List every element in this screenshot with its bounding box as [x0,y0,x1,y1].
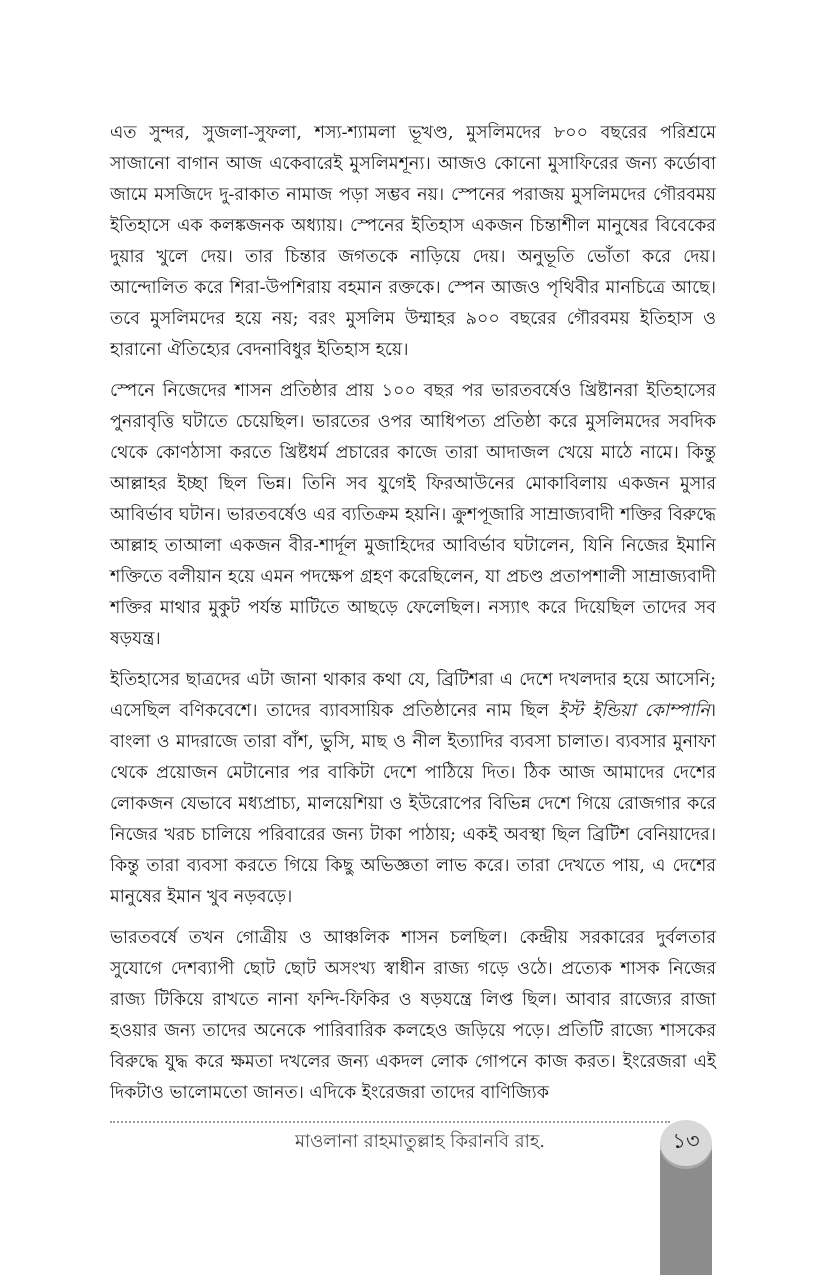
running-footer-title: মাওলানা রাহমাতুল্লাহ কিরানবি রাহ. [294,1131,546,1152]
paragraph-3-text-before: ইতিহাসের ছাত্রদের এটা জানা থাকার কথা যে, ব্রিটিশরা এ দেশে দখলদার হয়ে আসেনি; এসেছিল বণিকবেশে। তাদের ব্যাবসায়িক প্রতিষ্ঠানের নাম ছিল [110,670,716,721]
paragraph-3 [110,665,716,913]
paragraph-1: এত সুন্দর, সুজলা-সুফলা, শস্য-শ্যামলা ভূখণ্ড, মুসলিমদের ৮০০ বছরের পরিশ্রমে সাজানো বাগান আজ একেবারেই মুসলিমশূন্য। আজও কোনো মুসাফিরের জন্য কর্ডোবা জামে মসজিদে দু-রাকাত নামাজ পড়া সম্ভব নয়। স্পেনের পরাজয় মুসলিমদের গৌরবময় ইতিহাসে এক কলঙ্কজনক অধ্যায়। স্পেনের ইতিহাস একজন চিন্তাশীল মানুষের বিবেকের দুয়ার খুলে দেয়। তার চিন্তার জগতকে নাড়িয়ে দেয়। অনুভূতি ভোঁতা করে দেয়। আন্দোলিত করে শিরা-উপশিরায় বহমান রক্তকে। স্পেন আজও পৃথিবীর মানচিত্রে আছে। তবে মুসলিমদের হয়ে নয়; বরং মুসলিম উম্মাহর ৯০০ বছরের গৌরবময় ইতিহাস ও হারানো ঐতিহ্যের বেদনাবিধুর ইতিহাস হয়ে। [110,123,716,360]
paragraph-4: ভারতবর্ষে তখন গোত্রীয় ও আঞ্চলিক শাসন চলছিল। কেন্দ্রীয় সরকারের দুর্বলতার সুযোগে দেশব্যাপী ছোট ছোট অসংখ্য স্বাধীন রাজ্য গড়ে ওঠে। প্রত্যেক শাসক নিজের রাজ্য টিকিয়ে রাখতে নানা ফন্দি-ফিকির ও ষড়যন্ত্রে লিপ্ত ছিল। আবার রাজ্যের রাজা হওয়ার জন্য তাদের অনেকে পারিবারিক কলহেও জড়িয়ে পড়ে। প্রতিটি রাজ্যে শাসকের বিরুদ্ধে যুদ্ধ করে ক্ষমতা দখলের জন্য একদল লোক গোপনে কাজ করত। ইংরেজরা এই দিকটাও ভালোমতো জানত। এদিকে ইংরেজরা তাদের বাণিজ্যিক [110,928,716,1103]
paragraph-3-text-after: । বাংলা ও মাদরাজে তারা বাঁশ, ভুসি, মাছ ও নীল ইত্যাদির ব্যবসা চালাত। ব্যবসার মুনাফা থেকে প্রয়োজন মেটানোর পর বাকিটা দেশে পাঠিয়ে দিত। ঠিক আজ আমাদের দেশের লোকজন যেভাবে মধ্যপ্রাচ্য, মালয়েশিয়া ও ইউরোপের বিভিন্ন দেশে গিয়ে রোজগার করে নিজের খরচ চালিয়ে পরিবারের জন্য টাকা পাঠায়; একই অবস্থা ছিল ব্রিটিশ বেনিয়াদের। কিন্তু তারা ব্যবসা করতে গিয়ে কিছু অভিজ্ঞতা লাভ করে। তারা দেখতে পায়, এ দেশের মানুষের ইমান খুব নড়বড়ে। [110,701,716,907]
page-number: ১৩ [660,1120,712,1166]
company-name-italic: ইস্ট ইন্ডিয়া কোম্পানি [558,701,710,721]
page-body [110,118,716,1119]
footer-divider [110,1121,670,1123]
paragraph-2: স্পেনে নিজেদের শাসন প্রতিষ্ঠার প্রায় ১০০ বছর পর ভারতবর্ষেও খ্রিষ্টানরা ইতিহাসের পুনরাবৃত্তি ঘটাতে চেয়েছিল। ভারতের ওপর আধিপত্য প্রতিষ্ঠা করে মুসলিমদের সবদিক থেকে কোণঠাসা করতে খ্রিষ্টধর্ম প্রচারের কাজে তারা আদাজল খেয়ে মাঠে নামে। কিন্তু আল্লাহর ইচ্ছা ছিল ভিন্ন। তিনি সব যুগেই ফিরআউনের মোকাবিলায় একজন মুসার আবির্ভাব ঘটান। ভারতবর্ষেও এর ব্যতিক্রম হয়নি। ক্রুশপূজারি সাম্রাজ্যবাদী শক্তির বিরুদ্ধে আল্লাহ তাআলা একজন বীর-শার্দূল মুজাহিদের আবির্ভাব ঘটালেন, যিনি নিজের ইমানি শক্তিতে বলীয়ান হয়ে এমন পদক্ষেপ গ্রহণ করেছিলেন, যা প্রচণ্ড প্রতাপশালী সাম্রাজ্যবাদী শক্তির মাথার মুকুট পর্যন্ত মাটিতে আছড়ে ফেলেছিল। নস্যাৎ করে দিয়েছিল তাদের সব ষড়যন্ত্র। [110,381,716,649]
page-edge-tab [660,1150,712,1275]
